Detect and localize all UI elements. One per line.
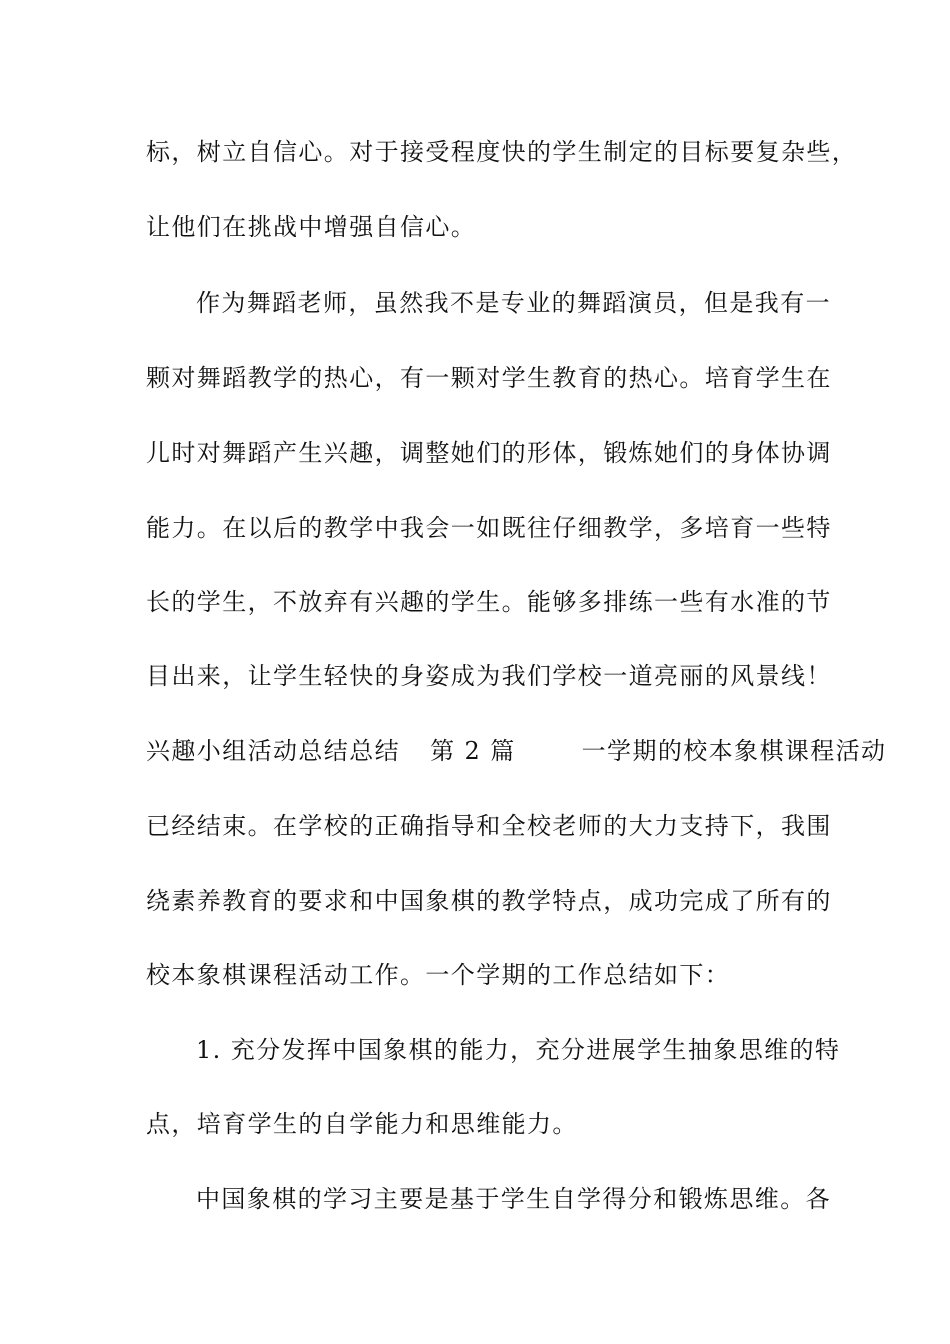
text-line: 颗对舞蹈教学的热心，有一颗对学生教育的热心。培育学生在: [146, 364, 832, 392]
text-line: 儿时对舞蹈产生兴趣，调整她们的形体，锻炼她们的身体协调: [146, 439, 832, 467]
document-title: 兴趣小组活动总结总结: [146, 737, 400, 765]
text-line: 点，培育学生的自学能力和思维能力。: [146, 1110, 578, 1138]
section-label: 第 2 篇: [430, 737, 516, 765]
text-line: 校本象棋课程活动工作。一个学期的工作总结如下：: [146, 961, 731, 989]
text-line: 已经结束。在学校的正确指导和全校老师的大力支持下，我围: [146, 812, 832, 840]
text-line: 目出来，让学生轻快的身姿成为我们学校一道亮丽的风景线！: [146, 662, 832, 690]
text-line: 标，树立自信心。对于接受程度快的学生制定的目标要复杂些，: [146, 138, 858, 166]
paragraph-start-line: 作为舞蹈老师，虽然我不是专业的舞蹈演员，但是我有一: [196, 289, 831, 317]
text-line: 让他们在挑战中增强自信心。: [146, 213, 477, 241]
text-line: 绕素养教育的要求和中国象棋的教学特点，成功完成了所有的: [146, 887, 832, 915]
section-heading-line: [146, 736, 887, 766]
section-first-text: 一学期的校本象棋课程活动: [581, 737, 887, 765]
text-line: 能力。在以后的教学中我会一如既往仔细教学，多培育一些特: [146, 514, 832, 542]
text-line: 长的学生，不放弃有兴趣的学生。能够多排练一些有水准的节: [146, 588, 832, 616]
paragraph-start-line: 中国象棋的学习主要是基于学生自学得分和锻炼思维。各: [196, 1185, 831, 1213]
numbered-item-line: 1. 充分发挥中国象棋的能力，充分进展学生抽象思维的特: [196, 1036, 841, 1064]
